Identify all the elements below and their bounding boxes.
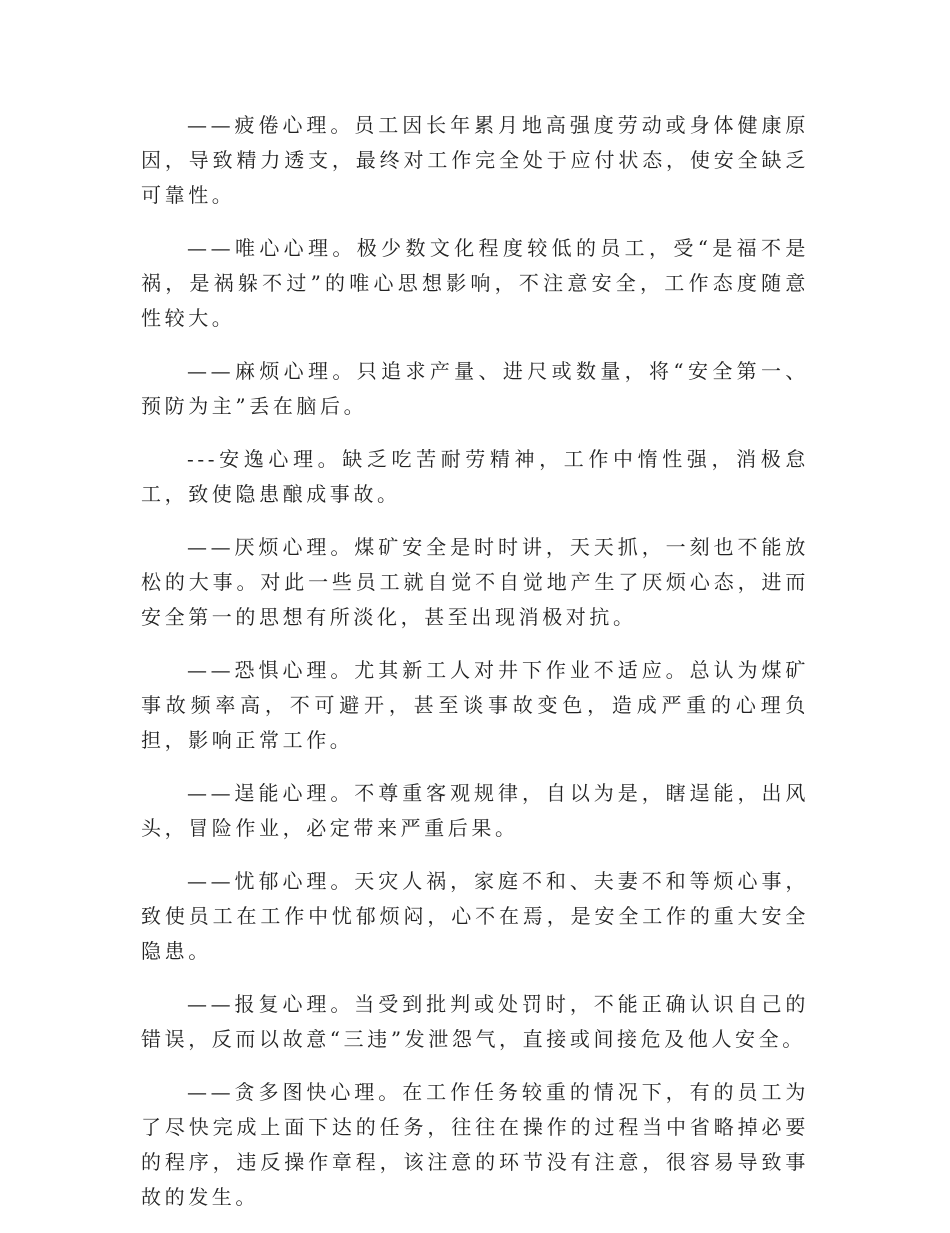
paragraph-idealism: ——唯心心理。极少数文化程度较低的员工，受“是福不是祸，是祸躲不过”的唯心思想影响，不注意安全，工作态度随意性较大。 — [141, 236, 809, 330]
paragraph-showoff: ——逞能心理。不尊重客观规律，自以为是，瞎逞能，出风头，冒险作业，必定带来严重后果。 — [141, 781, 809, 840]
paragraph-fatigue: ——疲倦心理。员工因长年累月地高强度劳动或身体健康原因，导致精力透支，最终对工作完全处于应付状态，使安全缺乏可靠性。 — [141, 113, 809, 207]
document-body — [141, 108, 809, 1233]
paragraph-depression: ——忧郁心理。天灾人祸，家庭不和、夫妻不和等烦心事，致使员工在工作中忧郁烦闷，心不在焉，是安全工作的重大安全隐患。 — [141, 869, 809, 963]
paragraph-fear: ——恐惧心理。尤其新工人对井下作业不适应。总认为煤矿事故频率高，不可避开，甚至谈事故变色，造成严重的心理负担，影响正常工作。 — [141, 658, 809, 752]
paragraph-ease: ---安逸心理。缺乏吃苦耐劳精神，工作中惰性强，消极怠工，致使隐患酿成事故。 — [141, 447, 809, 506]
paragraph-boredom: ——厌烦心理。煤矿安全是时时讲，天天抓，一刻也不能放松的大事。对此一些员工就自觉不自觉地产生了厌烦心态，进而安全第一的思想有所淡化，甚至出现消极对抗。 — [141, 535, 809, 629]
paragraph-haste: ——贪多图快心理。在工作任务较重的情况下，有的员工为了尽快完成上面下达的任务，往往在操作的过程当中省略掉必要的程序，违反操作章程，该注意的环节没有注意，很容易导致事故的发生。 — [141, 1080, 809, 1209]
paragraph-revenge: ——报复心理。当受到批判或处罚时，不能正确认识自己的错误，反而以故意“三违”发泄怨气，直接或间接危及他人安全。 — [141, 992, 809, 1051]
paragraph-trouble: ——麻烦心理。只追求产量、进尺或数量，将“安全第一、预防为主”丢在脑后。 — [141, 359, 809, 418]
